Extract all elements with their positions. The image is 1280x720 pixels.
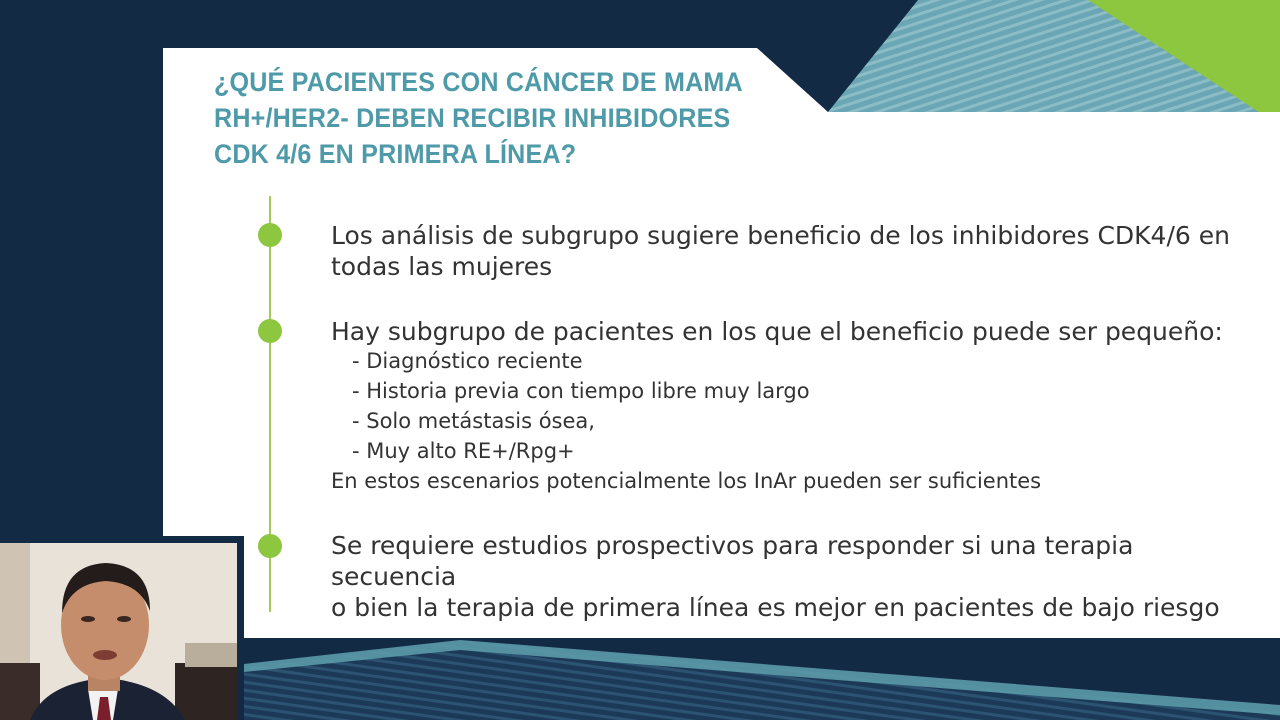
bullet-dot-icon [258,534,282,558]
bullet-line: o bien la terapia de primera línea es mejor en pacientes de bajo riesgo [331,593,1220,622]
slide-title-line: RH+/HER2- DEBEN RECIBIR INHIBIDORES [214,103,731,133]
slide-title-line: ¿QUÉ PACIENTES CON CÁNCER DE MAMA [214,67,743,97]
slide-title-line: CDK 4/6 EN PRIMERA LÍNEA? [214,139,577,169]
bullet-2-text [331,316,1241,347]
bullet-3-text [331,530,1241,623]
presenter-image [0,543,237,720]
bullet-line: Hay subgrupo de pacientes en los que el beneficio puede ser pequeño: [331,317,1223,346]
bullet-note: En estos escenarios potencialmente los InAr pueden ser suficientes [331,469,1042,493]
presenter-webcam-video [0,543,237,720]
bullet-line: todas las mujeres [331,252,553,281]
bullet-1-text [331,220,1241,282]
sub-item: - Solo metástasis ósea, [352,409,595,433]
bullet-line: Se requiere estudios prospectivos para responder si una terapia secuencia [331,531,1134,591]
bullet-line: Los análisis de subgrupo sugiere beneficio de los inhibidores CDK4/6 en [331,221,1230,250]
bullet-dot-icon [258,319,282,343]
slide-title [214,64,743,172]
sub-item: - Historia previa con tiempo libre muy largo [352,379,810,403]
sub-item: - Diagnóstico reciente [352,349,583,373]
sub-item: - Muy alto RE+/Rpg+ [352,439,575,463]
bullet-dot-icon [258,223,282,247]
